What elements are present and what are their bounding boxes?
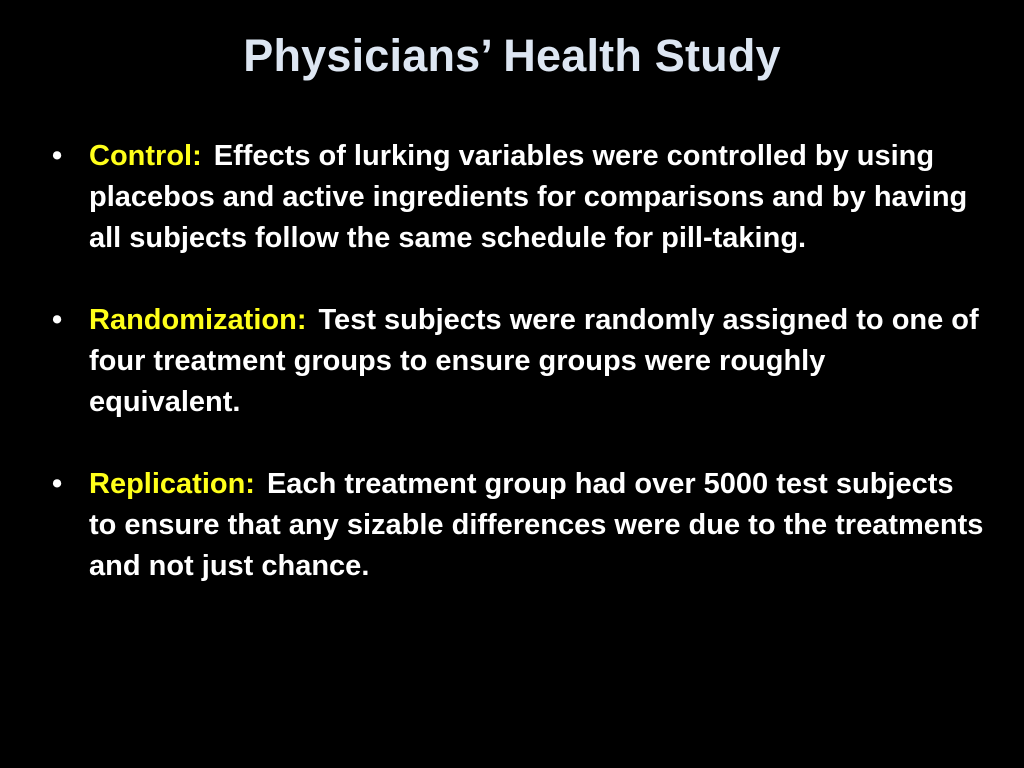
bullet-control: [0, 136, 1024, 259]
bullet-randomization: [0, 300, 1024, 423]
bullet-replication: [0, 464, 1024, 587]
slide-title: Physicians’ Health Study: [243, 30, 781, 81]
bullet-term: Randomization:: [89, 304, 307, 336]
bullet-dot-icon: •: [52, 304, 63, 336]
bullet-dot-icon: •: [52, 468, 63, 500]
bullet-term: Replication:: [89, 468, 255, 500]
bullet-dot-icon: •: [52, 140, 63, 172]
bullet-text: Test subjects were randomly assigned to one of four treatment groups to ensure groups were roughly equivalent.: [89, 304, 979, 418]
bullet-term: Control:: [89, 140, 202, 172]
bullet-text: Effects of lurking variables were controlled by using placebos and active ingredients for comparisons and by having all subjects follow the same schedule for pill-taking.: [89, 140, 968, 254]
bullet-list: [0, 136, 1024, 628]
bullet-text: Each treatment group had over 5000 test subjects to ensure that any sizable differences were due to the treatments and not just chance.: [89, 468, 984, 582]
